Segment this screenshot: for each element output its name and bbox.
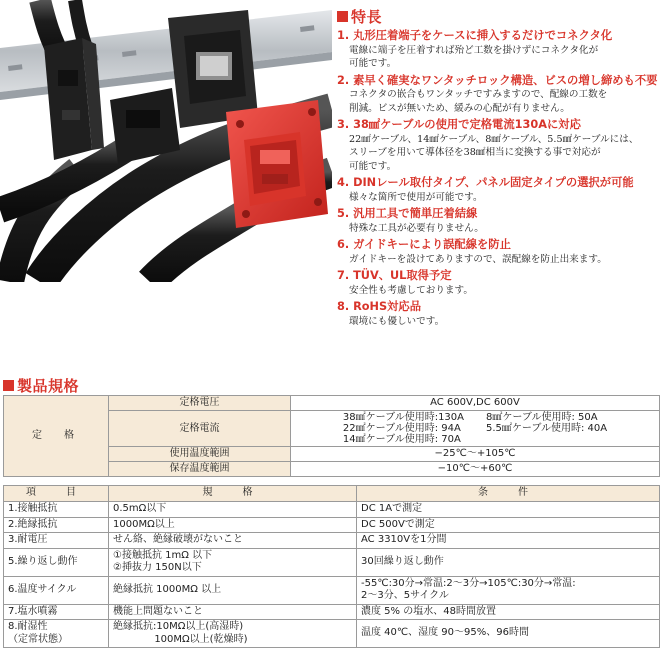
table-row	[4, 620, 660, 648]
rated-current-grid	[343, 412, 607, 445]
feature-desc: 22㎟ケーブル、14㎟ケーブル、8㎟ケーブル、5.5㎟ケーブルには、	[349, 133, 639, 145]
item-cell	[4, 502, 109, 518]
rated-current-entry: 5.5㎟ケーブル使用時: 40A	[486, 423, 608, 434]
rating-value: −25℃〜+105℃	[291, 447, 660, 462]
cell-line: 6.温度サイクル	[8, 583, 77, 595]
feature-desc: 安全性も考慮しております。	[349, 284, 473, 296]
item-cell	[4, 620, 109, 648]
feature-title: 1. 丸形圧着端子をケースに挿入するだけでコネクタ化	[337, 29, 613, 42]
feature-title: 4. DINレール取付タイプ、パネル固定タイプの選択が可能	[337, 176, 634, 189]
rating-label: 使用温度範囲	[109, 447, 291, 462]
feature-item	[337, 73, 663, 116]
feature-item	[337, 299, 663, 328]
features-section	[337, 6, 663, 328]
feature-desc: ガイドキーを設けてありますので、誤配線を防止出来ます。	[349, 253, 607, 265]
condition-cell	[357, 576, 660, 604]
rating-group-label: 定 格	[4, 396, 109, 477]
cell-line: 2〜3分、5サイクル	[361, 590, 449, 601]
rating-value: AC 600V,DC 600V	[291, 396, 660, 411]
features-heading	[337, 6, 663, 26]
rated-current-entry: 8㎟ケーブル使用時: 50A	[486, 412, 598, 423]
feature-desc: 特殊な工具が必要有りません。	[349, 222, 484, 234]
condition-cell	[357, 548, 660, 576]
feature-title: 8. RoHS対応品	[337, 300, 422, 313]
column-header-spec: 規 格	[109, 486, 357, 502]
table-header-row	[4, 486, 660, 502]
cell-line: 3.耐電圧	[8, 534, 48, 545]
feature-title: 5. 汎用工具で簡単圧着結線	[337, 207, 478, 220]
column-header-item: 項 目	[4, 486, 109, 502]
cell-line: AC 3310Vを1分間	[361, 534, 447, 545]
feature-desc: 環境にも優しいです。	[349, 315, 445, 327]
feature-item	[337, 268, 663, 297]
cell-line: DC 1Aで測定	[361, 503, 423, 514]
cell-line: 1.接触抵抗	[8, 503, 58, 514]
cell-line: 2.絶縁抵抗	[8, 518, 58, 530]
feature-desc: 可能です。	[349, 160, 397, 172]
cell-line: 絶縁抵抗:10MΩ以上(高湿時)	[113, 621, 244, 632]
rated-current-entry: 14㎟ケーブル使用時: 70A	[342, 434, 461, 445]
item-cell	[4, 517, 109, 533]
spec-heading	[3, 375, 79, 395]
rated-current-entry: 22㎟ケーブル使用時: 94A	[342, 423, 461, 434]
feature-desc: スリーブを用いて導体径を38㎟相当に変換する事で対応が	[349, 147, 601, 158]
item-cell	[4, 576, 109, 604]
item-cell	[4, 604, 109, 620]
feature-title: 3. 38㎟ケーブルの使用で定格電流130Aに対応	[337, 118, 581, 131]
condition-cell	[357, 517, 660, 533]
cell-line: DC 500Vで測定	[361, 518, 435, 530]
spec-cell	[109, 502, 357, 518]
rating-table	[3, 395, 660, 477]
spec-title: 製品規格	[17, 376, 80, 395]
rating-value: −10℃〜+60℃	[291, 462, 660, 477]
feature-desc: 可能です。	[349, 58, 397, 69]
feature-desc: 様々な箇所で使用が可能です。	[349, 191, 483, 203]
connector-photo-illustration	[0, 0, 332, 282]
cell-line: 7.塩水噴霧	[8, 605, 58, 617]
feature-desc: 電線に端子を圧着すれば殆ど工数を掛けずにコネクタ化が	[349, 44, 599, 56]
cell-line: 1000MΩ以上	[113, 518, 175, 530]
feature-title: 7. TÜV、UL取得予定	[337, 269, 452, 282]
product-photo	[0, 0, 332, 282]
rated-current-entry: 38㎟ケーブル使用時:130A	[342, 412, 464, 423]
rating-label: 定格電圧	[109, 396, 291, 411]
rated-current-entry	[486, 434, 607, 445]
black-connector-din	[44, 38, 104, 160]
feature-title: 6. ガイドキーにより誤配線を防止	[337, 238, 511, 251]
red-connector-panel	[226, 100, 328, 228]
cell-line: 0.5mΩ以下	[113, 503, 167, 514]
item-cell	[4, 548, 109, 576]
cell-line: 5.繰り返し動作	[8, 555, 78, 567]
item-cell	[4, 533, 109, 549]
spec-cell	[109, 620, 357, 648]
cell-line: 濃度 5% の塩水、48時間放置	[361, 605, 496, 617]
feature-item	[337, 206, 663, 235]
table-row	[4, 502, 660, 518]
feature-item	[337, 28, 663, 71]
cell-line: ①接触抵抗 1mΩ 以下	[113, 549, 213, 561]
condition-cell	[357, 533, 660, 549]
cell-line: （定常状態）	[8, 633, 68, 645]
cell-line: 絶縁抵抗 1000MΩ 以上	[113, 583, 222, 595]
feature-item	[337, 237, 663, 266]
cell-line: 8.耐湿性	[8, 621, 48, 632]
cell-line: ②挿抜力 150N以下	[113, 562, 202, 573]
feature-item	[337, 175, 663, 204]
condition-cell	[357, 620, 660, 648]
table-row	[4, 533, 660, 549]
rating-label: 定格電流	[109, 411, 291, 447]
heading-square-icon	[3, 380, 14, 391]
performance-table	[3, 485, 660, 648]
cell-line: 機能上問題ないこと	[113, 605, 203, 617]
table-row	[4, 548, 660, 576]
cell-line: せん絡、絶縁破壊がないこと	[113, 534, 243, 545]
cell-line: 100MΩ以上(乾燥時)	[113, 633, 248, 645]
features-list	[337, 28, 663, 328]
cell-line: -55℃:30分→常温:2〜3分→105℃:30分→常温:	[361, 577, 576, 589]
spec-cell	[109, 517, 357, 533]
spec-cell	[109, 576, 357, 604]
spec-cell	[109, 548, 357, 576]
feature-desc: コネクタの嵌合もワンタッチですみますので、配線の工数を	[349, 89, 608, 100]
table-row	[4, 576, 660, 604]
feature-item	[337, 117, 663, 173]
table-row	[4, 517, 660, 533]
rating-row	[4, 396, 660, 411]
rating-label: 保存温度範囲	[109, 462, 291, 477]
feature-title: 2. 素早く確実なワンタッチロック構造、ビスの増し締めも不要	[337, 73, 658, 87]
heading-square-icon	[337, 11, 348, 22]
condition-cell	[357, 502, 660, 518]
cell-line: 30回繰り返し動作	[361, 555, 444, 567]
table-row	[4, 604, 660, 620]
column-header-condition: 条 件	[357, 486, 660, 502]
condition-cell	[357, 604, 660, 620]
spec-cell	[109, 533, 357, 549]
spec-cell	[109, 604, 357, 620]
rated-current-cell	[291, 411, 660, 447]
cell-line: 温度 40℃、湿度 90〜95%、96時間	[361, 627, 529, 639]
features-title: 特長	[351, 7, 383, 26]
feature-desc: 削減。ビスが無いため、緩みの心配が有りません。	[349, 102, 570, 114]
